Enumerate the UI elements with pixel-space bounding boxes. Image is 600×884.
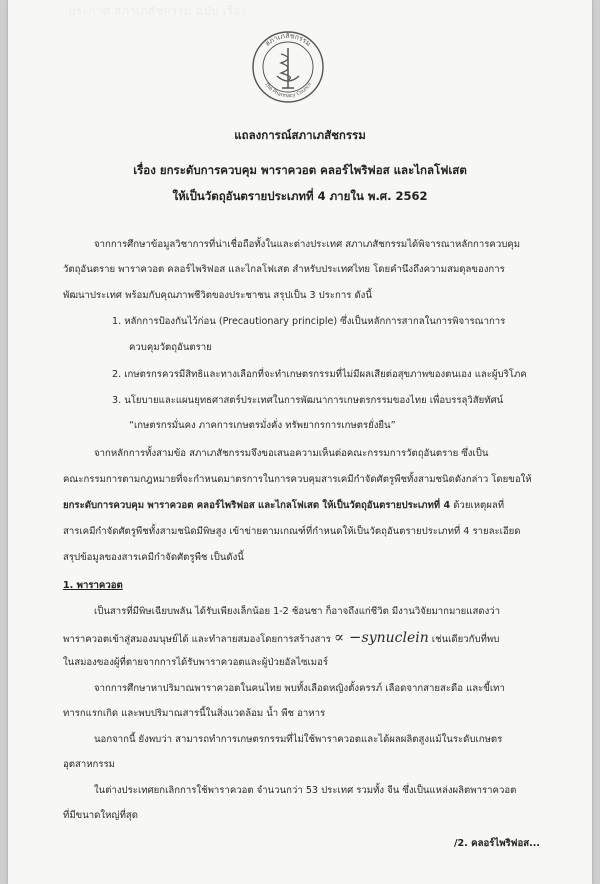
section-line: จากการศึกษาหาปริมาณพาราควอตในคนไทย พบทั้งเลือดหญิงตั้งครรภ์ เลือดจากสายสะดือ และขี้เทา (94, 683, 505, 694)
paragraph-line: สรุปข้อมูลของสารเคมีกำจัดศัตรูพืช เป็นดังนี้ (63, 552, 244, 563)
bold-recommendation: ยกระดับการควบคุม พาราควอต คลอร์ไพริฟอส และไกลโฟเสต ให้เป็นวัตถุอันตรายประเภทที่ 4 (63, 500, 451, 511)
principle-line: “เกษตรกรมั่นคง ภาคการเกษตรมั่งคั่ง ทรัพยากรการเกษตรยั่งยืน” (129, 420, 396, 431)
principle-line: ควบคุมวัตถุอันตราย (129, 342, 212, 353)
continuation-note: /2. คลอร์ไพริฟอส... (454, 838, 541, 849)
section-line: เป็นสารที่มีพิษเฉียบพลัน ได้รับเพียงเล็กน้อย 1-2 ช้อนชา ก็อาจถึงแก่ชีวิต มีงานวิจัยมากมายแสดงว่า (94, 606, 501, 617)
paragraph-line: สารเคมีกำจัดศัตรูพืชทั้งสามชนิดมีพิษสูง เข้าข่ายตามเกณฑ์ที่กำหนดให้เป็นวัตถุอันตรายประเภทที่ 4 รายละเอียด (63, 526, 521, 537)
paragraph-line: คณะกรรมการตามกฎหมายที่จะกำหนดมาตรการในการควบคุมสารเคมีกำจัดศัตรูพืชทั้งสามชนิดดังกล่าว โดยขอให้ (63, 474, 532, 485)
section-line: พาราควอตเข้าสู่สมองมนุษย์ได้ และทำลายสมองโดยการสร้างสาร ∝ −synuclein เช่นเดียวกับที่พบ (63, 628, 500, 646)
synuclein-term: synuclein (361, 630, 429, 646)
document-subject-line2: ให้เป็นวัตถุอันตรายประเภทที่ 4 ภายใน พ.ศ. 2562 (172, 189, 428, 203)
section-line: นอกจากนี้ ยังพบว่า สามารถทำการเกษตรกรรมที่ไม่ใช้พาราควอตและได้ผลผลิตสูงแม้ในระดับเกษตร (94, 734, 503, 745)
intro-line: พัฒนาประเทศ พร้อมกับคุณภาพชีวิตของประชาชน สรุปเป็น 3 ประการ ดังนี้ (63, 290, 372, 301)
section-heading-paraquat: 1. พาราควอต (63, 580, 123, 591)
svg-text:สภาเภสัชกรรม: สภาเภสัชกรรม (263, 31, 313, 48)
document-subject-line1: เรื่อง ยกระดับการควบคุม พาราควอต คลอร์ไพริฟอส และไกลโฟเสต (133, 163, 467, 177)
svg-text:The Pharmacy Council: The Pharmacy Council (263, 81, 313, 100)
proportional-symbol: ∝ − (334, 628, 362, 646)
section-line: ในสมองของผู้ที่ตายจากการได้รับพาราควอตและผู้ป่วยอัลไซเมอร์ (63, 657, 328, 668)
section-line: ทารกแรกเกิด และพบปริมาณสารนี้ในสิ่งแวดล้อม น้ำ พืช อาหาร (63, 708, 326, 719)
section-line: ที่มีขนาดใหญ่ที่สุด (63, 810, 138, 821)
intro-line: จากการศึกษาข้อมูลวิชาการที่น่าเชื่อถือทั้งในและต่างประเทศ สภาเภสัชกรรมได้พิจารณาหลักการควบคุม (94, 239, 521, 250)
faint-header-text: ประกาศ สภาเภสัชกรรม ฉบับ เรื่อง (68, 4, 247, 18)
intro-line: วัตถุอันตราย พาราควอต คลอร์ไพริฟอส และไกลโฟเสต สำหรับประเทศไทย โดยคำนึงถึงความสมดุลของการ (63, 264, 505, 275)
document-page (8, 0, 592, 884)
principle-line: 2. เกษตรกรควรมีสิทธิและทางเลือกที่จะทำเกษตรกรรมที่ไม่มีผลเสียต่อสุขภาพของตนเอง และผู้บริโภค (112, 369, 527, 380)
document-title: แถลงการณ์สภาเภสัชกรรม (234, 128, 366, 142)
paragraph-line: จากหลักการทั้งสามข้อ สภาเภสัชกรรมจึงขอเสนอความเห็นต่อคณะกรรมการวัตถุอันตราย ซึ่งเป็น (94, 448, 489, 459)
section-line: อุตสาหกรรม (63, 759, 115, 770)
principle-line: 1. หลักการป้องกันไว้ก่อน (Precautionary principle) ซึ่งเป็นหลักการสากลในการพิจารณาการ (112, 316, 506, 327)
principle-line: 3. นโยบายและแผนยุทธศาสตร์ประเทศในการพัฒนาการเกษตรกรรมของไทย เพื่อบรรลุวิสัยทัศน์ (112, 395, 504, 406)
paragraph-line: ยกระดับการควบคุม พาราควอต คลอร์ไพริฟอส และไกลโฟเสต ให้เป็นวัตถุอันตรายประเภทที่ 4 ด้วยเหตุผลที่ (63, 500, 505, 511)
pharmacy-council-seal-icon (251, 30, 325, 104)
section-line: ในต่างประเทศยกเลิกการใช้พาราควอต จำนวนกว่า 53 ประเทศ รวมทั้ง จีน ซึ่งเป็นแหล่งผลิตพาราควอต (94, 785, 517, 796)
